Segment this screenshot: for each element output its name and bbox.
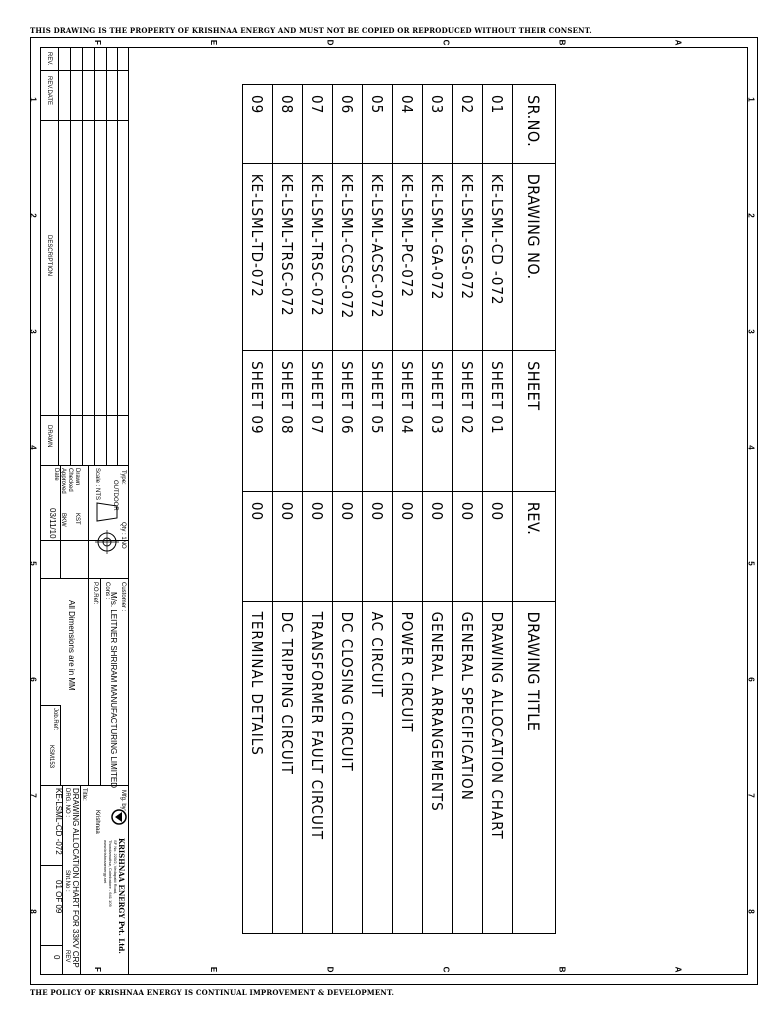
zone-marker: B	[557, 966, 567, 973]
customer-value: M/s. LEITNER SHRIRAM MANUFACTURING LIMITED	[109, 592, 118, 789]
tb-line	[100, 578, 101, 785]
table-row	[453, 85, 483, 934]
cell-sheet: SHEET 08	[273, 351, 303, 492]
header-notice: THIS DRAWING IS THE PROPERTY OF KRISHNAA ENERGY AND MUST NOT BE COPIED OR REPRODUCED WITHOUT THEIR CONSENT.	[30, 26, 592, 35]
rev-row-line	[40, 120, 128, 121]
po-ref-label: P.O.Ref:	[92, 582, 98, 605]
table-header-row	[513, 85, 556, 934]
approved-value: BKW	[60, 513, 66, 527]
description-label: DESCRIPTION	[46, 235, 52, 277]
header-drawing-no: DRAWING NO.	[513, 163, 556, 350]
footer-notice: THE POLICY OF KRISHNAA ENERGY IS CONTINUAL IMPROVEMENT & DEVELOPMENT.	[30, 988, 395, 997]
zone-marker: 5	[746, 561, 756, 566]
zone-marker: D	[325, 966, 335, 973]
cell-drawing-title: TRANSFORMER FAULT CIRCUIT	[303, 601, 333, 933]
tb-line	[40, 865, 62, 866]
cell-drawing-title: POWER CIRCUIT	[393, 601, 423, 933]
zone-marker: B	[557, 39, 567, 46]
zone-marker: 8	[28, 909, 38, 914]
projection-symbol-icon	[92, 500, 122, 560]
zone-marker: 2	[746, 213, 756, 218]
cell-drawing-title: GENERAL SPECIFICATION	[453, 601, 483, 933]
header-rev: REV.	[513, 491, 556, 601]
rev-date-label: REV.DATE	[46, 76, 52, 106]
cell-drawing-no: KE-LSML-GS-072	[453, 163, 483, 350]
cell-sr-no: 05	[363, 85, 393, 164]
header-sheet: SHEET	[513, 351, 556, 492]
zone-marker: E	[209, 966, 219, 973]
zone-marker: 7	[746, 793, 756, 798]
tb-line	[88, 465, 89, 578]
rev-col-line	[106, 47, 107, 465]
title-value: DRAWING ALLOCATION CHART FOR 33KV CRP	[71, 788, 80, 968]
cell-drawing-no: KE-LSML-ACSC-072	[363, 163, 393, 350]
zone-marker: F	[92, 967, 102, 972]
rev-col-line	[94, 47, 95, 465]
cell-drawing-no: KE-LSML-TRSC-072	[303, 163, 333, 350]
tb-line	[60, 705, 61, 785]
cell-sr-no: 08	[273, 85, 303, 164]
cell-sheet: SHEET 05	[363, 351, 393, 492]
type-value: OUTDOOR	[112, 480, 118, 511]
cell-sheet: SHEET 03	[423, 351, 453, 492]
table-row	[333, 85, 363, 934]
rev-label: REV.	[46, 52, 52, 66]
date-label: Date	[53, 468, 59, 481]
mfg-label: Mfg. by:	[120, 790, 126, 812]
zone-marker: C	[441, 39, 451, 46]
company-address-1: SF No. 220/2, Vedapatti Road,	[113, 840, 118, 895]
cell-drawing-no: KE-LSML-CCSC-072	[333, 163, 363, 350]
cons-label: Cons :	[104, 582, 110, 600]
cell-drawing-title: DC TRIPPING CIRCUIT	[273, 601, 303, 933]
tb-line	[40, 705, 60, 706]
zone-marker: 3	[28, 329, 38, 334]
rev-col-line	[117, 47, 118, 465]
zone-marker: 4	[746, 445, 756, 450]
cell-sheet: SHEET 09	[243, 351, 273, 492]
cell-sheet: SHEET 02	[453, 351, 483, 492]
zone-marker: C	[441, 966, 451, 973]
zone-marker: A	[673, 966, 683, 973]
dwg-no-value: KE-LSML-CD -072	[54, 788, 63, 855]
cell-drawing-title: AC CIRCUIT	[363, 601, 393, 933]
dimensions-note: All Dimensions are in MM	[67, 600, 76, 691]
rev-col-line	[58, 47, 59, 465]
cell-sr-no: 04	[393, 85, 423, 164]
tb-line	[40, 945, 62, 946]
zone-marker: 1	[28, 97, 38, 102]
tb-line	[88, 578, 89, 785]
cell-rev: 00	[393, 491, 423, 601]
zone-marker: 7	[28, 793, 38, 798]
cell-drawing-no: KE-LSML-TD-072	[243, 163, 273, 350]
company-logo-icon	[110, 808, 128, 826]
rev-row-line	[40, 465, 128, 466]
cell-drawing-title: DRAWING ALLOCATION CHART	[483, 601, 513, 933]
rev-col-line	[82, 47, 83, 465]
date-value: 03/11/10	[48, 508, 57, 539]
cell-rev: 00	[303, 491, 333, 601]
dwg-no-label: DRG. NO :	[64, 788, 70, 818]
company-address-2: Thondamuthur, Coimbatore - 641 109	[108, 840, 113, 907]
type-label: Type:	[120, 470, 126, 485]
drawn-value: KST	[74, 513, 80, 525]
zone-marker: A	[673, 39, 683, 46]
table-row	[363, 85, 393, 934]
drawn-label: DRAWN	[46, 425, 52, 448]
cell-rev: 00	[423, 491, 453, 601]
table-row	[393, 85, 423, 934]
tb-line	[80, 785, 81, 975]
cell-sr-no: 07	[303, 85, 333, 164]
rev-row-line	[40, 70, 128, 71]
cell-drawing-no: KE-LSML-PC-072	[393, 163, 423, 350]
cell-rev: 00	[363, 491, 393, 601]
cell-drawing-no: KE-LSML-GA-072	[423, 163, 453, 350]
rev-col-line	[70, 47, 71, 465]
cell-sr-no: 01	[483, 85, 513, 164]
cell-drawing-title: TERMINAL DETAILS	[243, 601, 273, 933]
rev-no-value: 0	[52, 955, 61, 960]
table-row	[483, 85, 513, 934]
zone-marker: 2	[28, 213, 38, 218]
zone-marker: 6	[28, 677, 38, 682]
zone-marker: 1	[746, 97, 756, 102]
drawing-allocation-table	[242, 84, 556, 934]
sheet-label: Sht.No :	[64, 870, 70, 892]
rev-row-line	[40, 415, 128, 416]
cell-sheet: SHEET 07	[303, 351, 333, 492]
cell-rev: 00	[243, 491, 273, 601]
checked-label: Checked	[67, 468, 73, 492]
table-row	[423, 85, 453, 934]
customer-label: Customer :	[120, 582, 126, 612]
zone-marker: 8	[746, 909, 756, 914]
job-ref-label: Job.Ref:	[52, 708, 58, 731]
header-sr-no: SR.NO.	[513, 85, 556, 164]
rev-block-divider	[128, 47, 129, 975]
tb-line	[40, 578, 128, 579]
cell-drawing-no: KE-LSML-CD -072	[483, 163, 513, 350]
cell-sheet: SHEET 04	[393, 351, 423, 492]
cell-sr-no: 06	[333, 85, 363, 164]
cell-sheet: SHEET 06	[333, 351, 363, 492]
scale: Scale : NTS	[94, 468, 100, 501]
cell-drawing-title: DC CLOSING CIRCUIT	[333, 601, 363, 933]
qty: Qty : 1NO	[120, 522, 126, 549]
table-row	[243, 85, 273, 934]
table-row	[303, 85, 333, 934]
zone-marker: 5	[28, 561, 38, 566]
cell-rev: 00	[483, 491, 513, 601]
cell-rev: 00	[333, 491, 363, 601]
cell-rev: 00	[273, 491, 303, 601]
rev-no-label: REV	[64, 950, 70, 963]
cell-drawing-title: GENERAL ARRANGEMENTS	[423, 601, 453, 933]
zone-marker: 6	[746, 677, 756, 682]
job-ref-value: KSM153	[48, 745, 54, 769]
cell-drawing-no: KE-LSML-TRSC-072	[273, 163, 303, 350]
cell-rev: 00	[453, 491, 483, 601]
cell-sr-no: 09	[243, 85, 273, 164]
zone-marker: F	[92, 40, 102, 45]
zone-marker: D	[325, 39, 335, 46]
table-row	[273, 85, 303, 934]
approved-label: Approved	[60, 468, 66, 494]
title-label: Title:	[81, 788, 87, 801]
header-drawing-title: DRAWING TITLE	[513, 601, 556, 933]
company-address-3: www.krishnaaenergy.net	[103, 840, 108, 884]
zone-marker: 3	[746, 329, 756, 334]
cell-sr-no: 03	[423, 85, 453, 164]
cell-sheet: SHEET 01	[483, 351, 513, 492]
cell-sr-no: 02	[453, 85, 483, 164]
company-name: KRISHNAA ENERGY Pvt. Ltd.	[117, 838, 126, 954]
sheet-value: 01 OF 09	[54, 880, 63, 914]
logo-text: Krishnaa	[94, 810, 100, 834]
zone-marker: 4	[28, 445, 38, 450]
drawn-row-label: Drawn	[74, 468, 80, 486]
zone-marker: E	[209, 39, 219, 46]
